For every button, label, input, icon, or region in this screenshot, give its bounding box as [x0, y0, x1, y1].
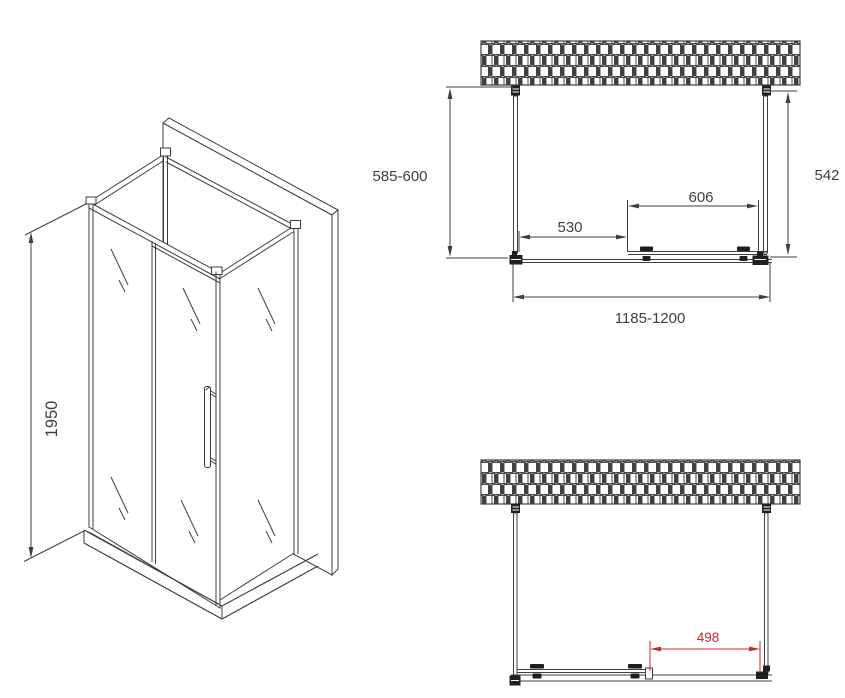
opening-label: 498: [696, 630, 720, 645]
wall-hatch-top: [481, 41, 800, 85]
plan-sliding-door: [628, 247, 767, 262]
door-roller: [628, 664, 642, 669]
open-corner-block-right: [756, 666, 770, 680]
plan-right-panel: [762, 86, 771, 254]
plan-view-closed: [372, 41, 839, 327]
fixed-section-label: 530: [557, 219, 583, 236]
plan-bottom-rail: [512, 260, 772, 263]
plan-left-panel: [511, 86, 520, 254]
door-roller: [737, 247, 750, 252]
dimension-depth-585-600: [372, 87, 514, 258]
iso-right-side-panel: [220, 226, 294, 600]
door-roller: [530, 664, 544, 669]
open-corner-block-left: [510, 676, 521, 686]
iso-front-right-post-cap: [212, 267, 223, 275]
dimension-inner-depth-542: [763, 91, 840, 257]
door-end-cap: [646, 668, 653, 679]
plan-corner-block-right: [753, 252, 769, 266]
open-sliding-door: [517, 664, 653, 679]
dimension-fixed-530: [519, 219, 627, 252]
door-roller: [640, 247, 653, 252]
open-bottom-rail: [511, 675, 772, 681]
wall-hatch-bottom: [481, 460, 800, 504]
plan-view-open: [481, 460, 800, 686]
open-left-panel: [511, 504, 520, 677]
door-panel-label: 606: [688, 189, 714, 206]
iso-front-left-post-cap: [86, 197, 96, 204]
iso-view: [24, 118, 338, 619]
total-width-label: 1185-1200: [614, 310, 686, 327]
dimension-height-1950: [24, 204, 87, 562]
plan-corner-block-left: [510, 251, 523, 265]
height-label: 1950: [43, 400, 61, 438]
dimension-opening-498: [650, 630, 760, 673]
open-right-panel: [762, 504, 771, 674]
inner-depth-label: 542: [814, 167, 840, 184]
dimension-total-1185-1200: [513, 263, 770, 327]
dimension-door-606: [628, 189, 759, 252]
side-depth-label: 585-600: [372, 168, 428, 185]
